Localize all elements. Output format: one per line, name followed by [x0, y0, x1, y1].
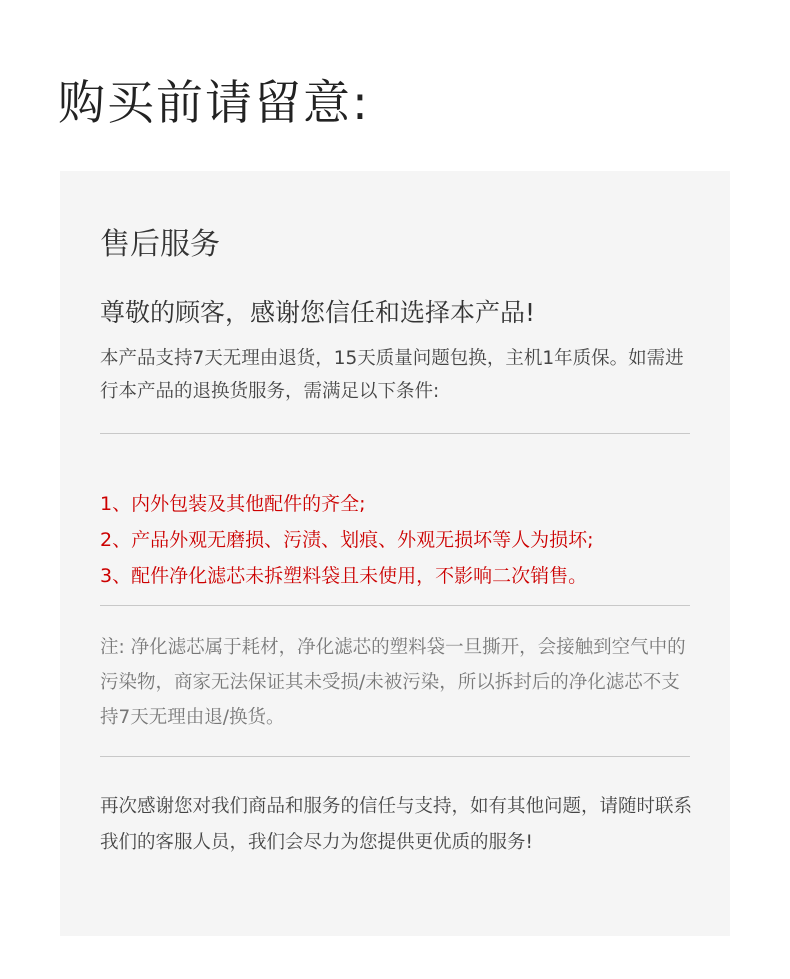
condition-item: 3、配件净化滤芯未拆塑料袋且未使用，不影响二次销售。 — [100, 565, 588, 587]
intro-text: 本产品支持7天无理由退货，15天质量问题包换，主机1年质保。如需进行本产品的退换货服务，需满足以下条件: — [100, 348, 684, 402]
condition-item: 1、内外包装及其他配件的齐全; — [100, 493, 366, 515]
condition-item: 2、产品外观无磨损、污渍、划痕、外观无损坏等人为损坏; — [100, 529, 594, 551]
divider — [100, 605, 690, 606]
divider — [100, 433, 690, 434]
conditions-list — [100, 486, 594, 594]
note-text: 注: 净化滤芯属于耗材，净化滤芯的塑料袋一旦撕开，会接触到空气中的污染物，商家无法保证其未受损/未被污染，所以拆封后的净化滤芯不支持7天无理由退/换货。 — [100, 637, 686, 728]
divider — [100, 756, 690, 757]
page-title: 购买前请留意: — [58, 76, 370, 131]
section-title: 售后服务 — [100, 227, 220, 262]
after-sales-panel — [60, 171, 730, 936]
closing-text: 再次感谢您对我们商品和服务的信任与支持，如有其他问题，请随时联系我们的客服人员，我们会尽力为您提供更优质的服务! — [100, 796, 693, 853]
greeting-text: 尊敬的顾客，感谢您信任和选择本产品! — [100, 298, 536, 327]
